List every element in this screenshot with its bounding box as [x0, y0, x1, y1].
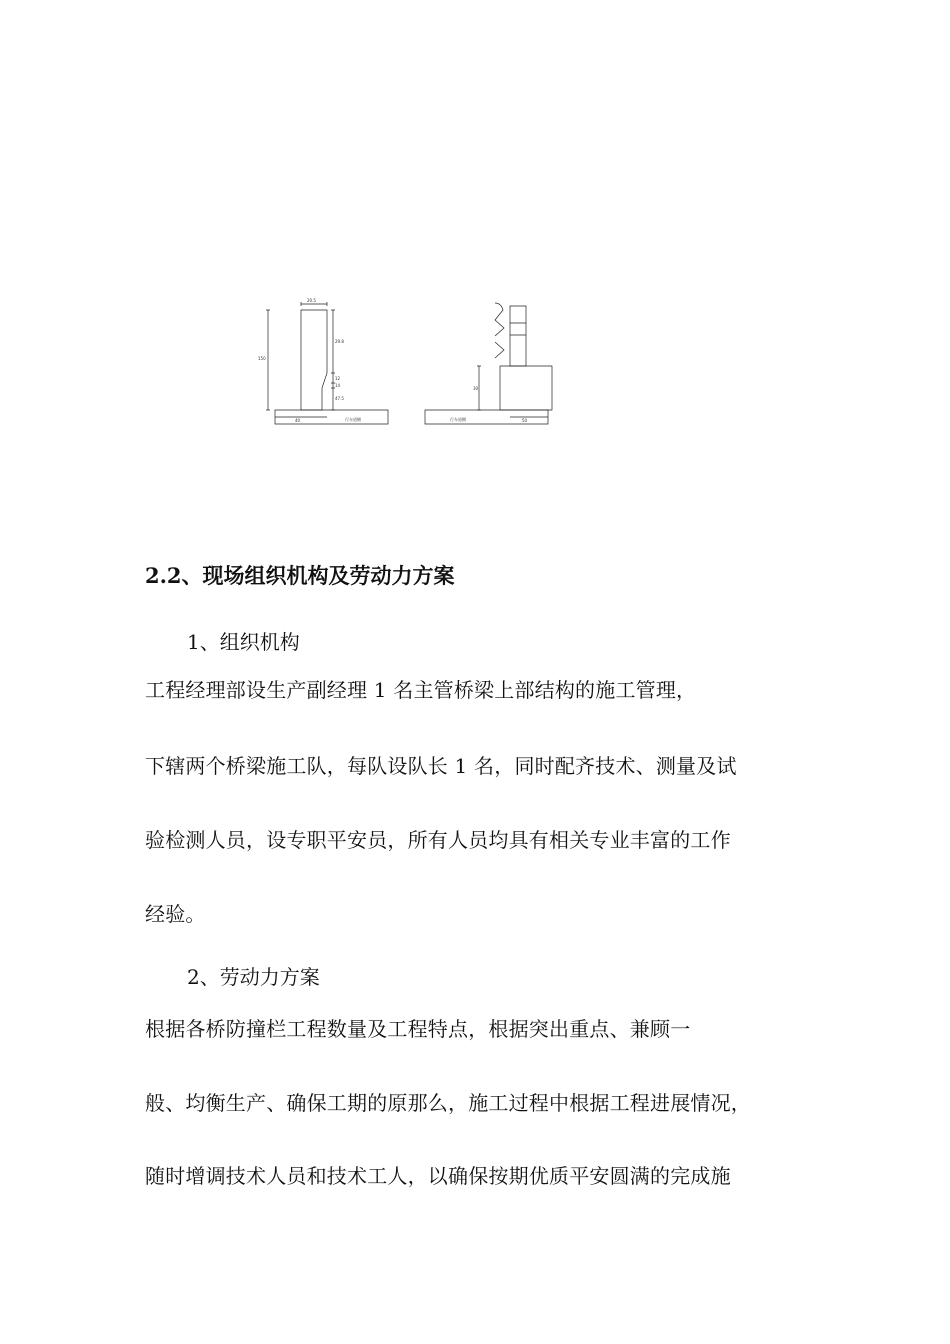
dim-label: 150: [258, 356, 266, 361]
left-barrier-profile: [301, 310, 327, 410]
road-label: 行车道侧: [450, 417, 466, 422]
paragraph-line: 经验。: [145, 902, 206, 926]
dim-label: 14: [335, 383, 341, 388]
paragraph-line: 随时增调技术人员和技术工人，以确保按期优质平安圆满的完成施: [145, 1164, 731, 1188]
subheading-labor: 2、劳动力方案: [187, 965, 320, 989]
paragraph-line: 验检测人员，设专职平安员，所有人员均具有相关专业丰富的工作: [145, 828, 731, 852]
dim-label: 30: [473, 386, 479, 391]
dim-label: 29.8: [335, 339, 344, 344]
paragraph-line: 根据各桥防撞栏工程数量及工程特点，根据突出重点、兼顾一: [145, 1017, 691, 1041]
dim-label: 40: [295, 418, 301, 423]
dim-label: 47.5: [335, 396, 344, 401]
dim-label: 50: [522, 418, 528, 423]
dim-label: 20.5: [307, 298, 316, 303]
right-barrier-base: [500, 366, 552, 410]
paragraph-line: 工程经理部设生产副经理 1 名主管桥梁上部结构的施工管理，: [145, 678, 697, 702]
barrier-cross-section-drawing: [255, 298, 555, 433]
subheading-organization: 1、组织机构: [187, 630, 300, 654]
section-heading: 2.2、现场组织机构及劳动力方案: [145, 563, 455, 588]
road-label: 行车道侧: [345, 417, 361, 422]
dim-label: 12: [335, 376, 341, 381]
paragraph-line: 般、均衡生产、确保工期的原那么，施工过程中根据工程进展情况，: [145, 1091, 751, 1115]
drawing-svg: [255, 298, 555, 433]
paragraph-line: 下辖两个桥梁施工队，每队设队长 1 名，同时配齐技术、测量及试: [145, 754, 737, 778]
right-post: [510, 306, 526, 366]
right-rail-profile: [495, 303, 504, 358]
